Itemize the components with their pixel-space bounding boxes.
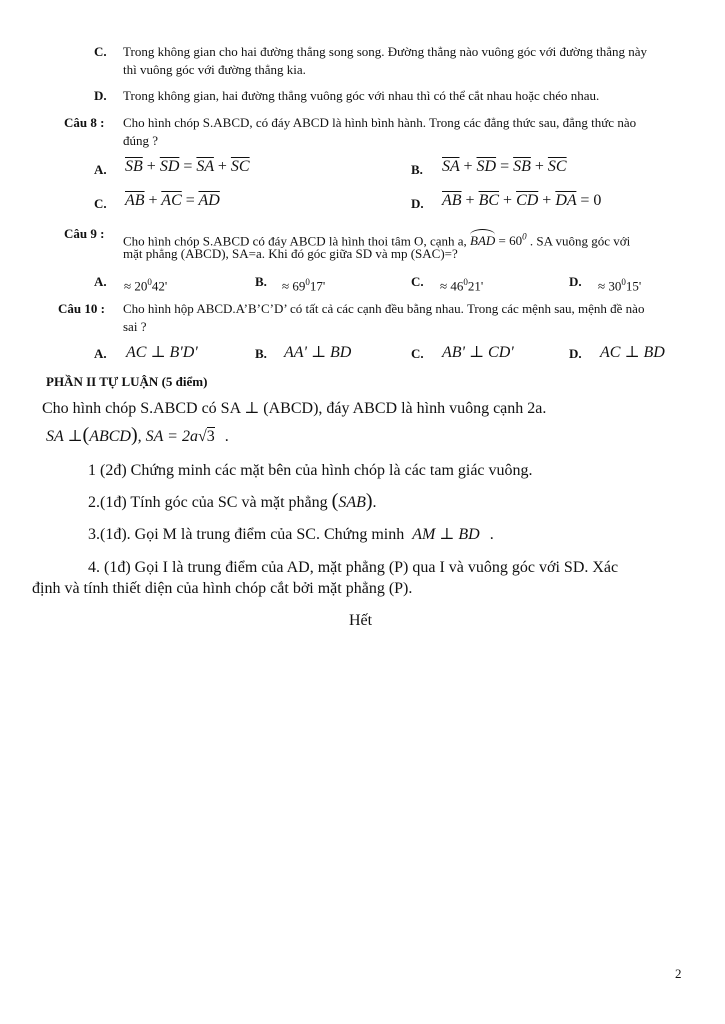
q9-option-a-value: ≈ $20^042'$ [124, 277, 168, 294]
page-number: 2 [675, 966, 682, 981]
q8-option-c-label: C. [94, 196, 107, 211]
q10-text-line2: sai ? [123, 319, 147, 334]
q10-option-a-label: A. [94, 346, 107, 361]
q8-text-line1: Cho hình chóp S.ABCD, có đáy ABCD là hình bình hành. Trong các đẳng thức sau, đẳng thức nào [123, 115, 637, 130]
part2-given: SA ⊥(ABCD), SA = 2a√3 . [46, 424, 229, 446]
q10-option-b-formula: AA' ⊥ BD [284, 344, 352, 361]
q9-option-b-label: B. [255, 274, 267, 289]
q9-option-d-label: D. [569, 274, 582, 289]
part2-item1: 1 (2đ) Chứng minh các mặt bên của hình chóp là các tam giác vuông. [88, 462, 533, 479]
q10-option-d-formula: AC ⊥ BD [600, 344, 665, 361]
q10-text-line1: Cho hình hộp ABCD.A’B’C’D’ có tất cả các cạnh đều bằng nhau. Trong các mệnh sau, mệnh đề nào [123, 301, 645, 316]
q9-option-c-value: ≈ $46^021'$ [440, 277, 484, 294]
q7-option-d-text: Trong không gian, hai đường thẳng vuông góc với nhau thì có thể cắt nhau hoặc chéo nhau. [123, 88, 600, 103]
q8-option-d-formula: $\overline{AB} + \overline{BC} + \overline{CD} + \overline{DA} = 0$ [442, 192, 602, 209]
part2-item4-line1: 4. (1đ) Gọi I là trung điểm của AD, mặt phẳng (P) qua I và vuông góc với SD. Xác [88, 559, 619, 576]
q10-option-c-label: C. [411, 346, 424, 361]
q8-option-a-label: A. [94, 162, 107, 177]
end-mark: Hết [349, 612, 373, 629]
q9-option-b-value: ≈ $69^017'$ [282, 277, 326, 294]
q10-option-c-formula: AB' ⊥ CD' [442, 344, 514, 361]
part2-heading: PHẦN II TỰ LUẬN (5 điểm) [46, 374, 208, 389]
part2-item4-line2: định và tính thiết diện của hình chóp cắt bởi mặt phẳng (P). [32, 580, 413, 597]
part2-item2: 2.(1đ) Tính góc của SC và mặt phẳng (SAB). [88, 490, 377, 512]
part2-intro: Cho hình chóp S.ABCD có SA ⊥ (ABCD), đáy ABCD là hình vuông cạnh 2a. [42, 400, 547, 417]
q7-option-d-label: D. [94, 88, 107, 103]
q7-option-c-text-line1: Trong không gian cho hai đường thẳng song song. Đường thẳng nào vuông góc với đường thẳng này [123, 44, 648, 59]
q8-option-c-formula: $\overline{AB} + \overline{AC} = \overline{AD}$ [125, 192, 220, 209]
part2-item3: 3.(1đ). Gọi M là trung điểm của SC. Chứng minh AM ⊥ BD . [88, 526, 494, 543]
q9-option-a-label: A. [94, 274, 107, 289]
q10-option-a-formula: AC ⊥ B'D' [126, 344, 198, 361]
q8-option-a-formula: $\overline{SB} + \overline{SD} = \overline{SA} + \overline{SC}$ [125, 158, 250, 175]
q8-option-b-formula: $\overline{SA} + \overline{SD} = \overline{SB} + \overline{SC}$ [442, 158, 567, 175]
q8-label: Câu 8 : [64, 115, 105, 130]
q10-option-d-label: D. [569, 346, 582, 361]
q7-option-c-text-line2: thì vuông góc với đường thẳng kia. [123, 62, 306, 77]
q10-label: Câu 10 : [58, 301, 105, 316]
q8-text-line2: đúng ? [123, 133, 159, 148]
q9-option-c-label: C. [411, 274, 424, 289]
q7-option-c-label: C. [94, 44, 107, 59]
q9-label: Câu 9 : [64, 226, 105, 241]
q9-option-d-value: ≈ $30^015'$ [598, 277, 642, 294]
q9-text-line2: mặt phẳng (ABCD), SA=a. Khi đó góc giữa SD và mp (SAC)=? [123, 246, 458, 261]
q8-option-d-label: D. [411, 196, 424, 211]
q8-option-b-label: B. [411, 162, 423, 177]
q9-text-line1: Cho hình chóp S.ABCD có đáy ABCD là hình thoi tâm O, cạnh a, BAD = $60^0$ . SA vuông góc với [123, 227, 630, 251]
q10-option-b-label: B. [255, 346, 267, 361]
